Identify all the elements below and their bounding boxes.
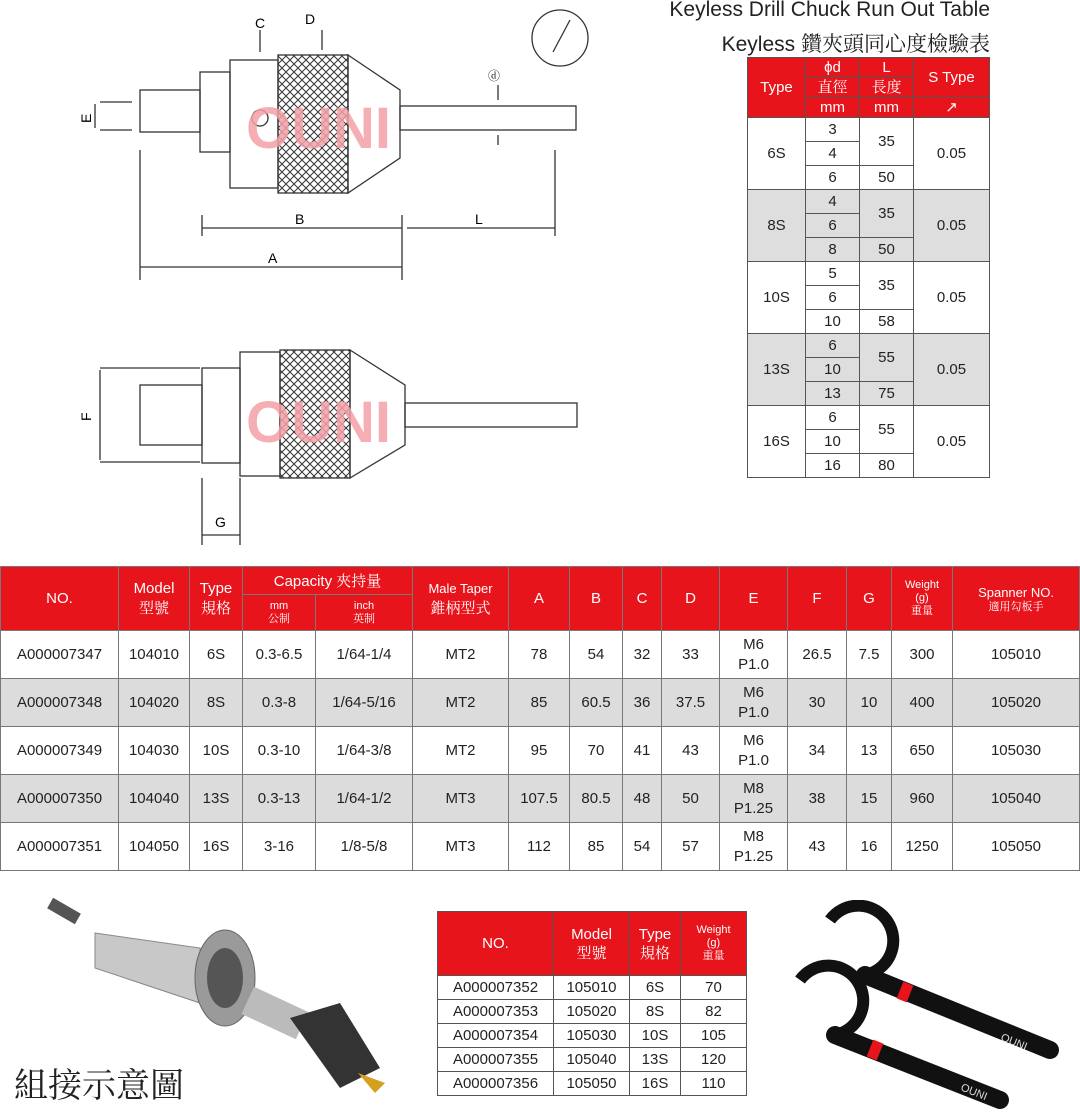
label-c: C bbox=[255, 15, 266, 31]
chuck-drawing bbox=[70, 0, 590, 545]
runout-row bbox=[748, 262, 990, 286]
runout-d: 6 bbox=[806, 406, 860, 430]
spanner-cell-type: 13S bbox=[630, 1048, 681, 1072]
main-header-mm: mm 公制 bbox=[243, 595, 316, 631]
runout-s: 0.05 bbox=[914, 190, 990, 262]
cell-taper: MT2 bbox=[413, 727, 509, 775]
runout-l: 55 bbox=[860, 334, 914, 382]
runout-d: 10 bbox=[806, 310, 860, 334]
main-header-type: Type 規格 bbox=[190, 567, 243, 631]
spanner-cell-no: A000007353 bbox=[438, 1000, 554, 1024]
main-header-c: C bbox=[623, 567, 662, 631]
runout-d: 10 bbox=[806, 430, 860, 454]
main-header-a: A bbox=[509, 567, 570, 631]
spanner-brand-1: OUNI bbox=[998, 1031, 1029, 1054]
cell-sp: 105010 bbox=[953, 631, 1080, 679]
runout-type: 10S bbox=[748, 262, 806, 334]
assembly-caption: 組接示意圖 bbox=[14, 1067, 184, 1105]
label-d: D bbox=[305, 11, 316, 27]
main-header-taper: Male Taper 錐柄型式 bbox=[413, 567, 509, 631]
cell-c: 54 bbox=[623, 823, 662, 871]
cell-e: M6 P1.0 bbox=[720, 727, 788, 775]
runout-l: 55 bbox=[860, 406, 914, 454]
cell-e: M8 P1.25 bbox=[720, 823, 788, 871]
spanner-cell-type: 8S bbox=[630, 1000, 681, 1024]
cell-f: 26.5 bbox=[788, 631, 847, 679]
cell-model: 104020 bbox=[119, 679, 190, 727]
cell-b: 54 bbox=[570, 631, 623, 679]
runout-header-stype-sym: ↗ bbox=[914, 98, 990, 118]
cell-d: 37.5 bbox=[662, 679, 720, 727]
table-row bbox=[1, 775, 1080, 823]
spanner-row bbox=[438, 1000, 747, 1024]
cell-inch: 1/64-1/2 bbox=[316, 775, 413, 823]
cell-mm: 0.3-8 bbox=[243, 679, 316, 727]
spanner-header-model: Model 型號 bbox=[554, 912, 630, 976]
main-header-model: Model 型號 bbox=[119, 567, 190, 631]
spanner-cell-w: 120 bbox=[681, 1048, 747, 1072]
spanner-row bbox=[438, 1048, 747, 1072]
spanner-row bbox=[438, 976, 747, 1000]
cell-mm: 0.3-6.5 bbox=[243, 631, 316, 679]
label-f: F bbox=[78, 412, 94, 421]
runout-row bbox=[748, 118, 990, 142]
title-zh: Keyless 鑽夾頭同心度檢驗表 bbox=[721, 33, 990, 56]
runout-s: 0.05 bbox=[914, 262, 990, 334]
label-g: G bbox=[215, 514, 226, 530]
cell-w: 400 bbox=[892, 679, 953, 727]
spanner-cell-model: 105010 bbox=[554, 976, 630, 1000]
cell-sp: 105030 bbox=[953, 727, 1080, 775]
cell-no: A000007350 bbox=[1, 775, 119, 823]
runout-d: 10 bbox=[806, 358, 860, 382]
runout-row bbox=[748, 334, 990, 358]
cell-g: 10 bbox=[847, 679, 892, 727]
spanner-cell-w: 110 bbox=[681, 1072, 747, 1096]
cell-mm: 3-16 bbox=[243, 823, 316, 871]
runout-d: 6 bbox=[806, 166, 860, 190]
cell-model: 104010 bbox=[119, 631, 190, 679]
spanner-cell-w: 82 bbox=[681, 1000, 747, 1024]
spanner-cell-model: 105030 bbox=[554, 1024, 630, 1048]
runout-s: 0.05 bbox=[914, 118, 990, 190]
runout-header-stype: S Type bbox=[914, 58, 990, 98]
runout-type: 16S bbox=[748, 406, 806, 478]
spanner-cell-w: 70 bbox=[681, 976, 747, 1000]
table-row bbox=[1, 679, 1080, 727]
main-spec-table bbox=[0, 566, 1080, 871]
label-b: B bbox=[295, 211, 305, 227]
runout-header-l-unit: mm bbox=[860, 98, 914, 118]
spanner-row bbox=[438, 1024, 747, 1048]
runout-d: 8 bbox=[806, 238, 860, 262]
main-header-e: E bbox=[720, 567, 788, 631]
cell-e: M6 P1.0 bbox=[720, 679, 788, 727]
cell-g: 13 bbox=[847, 727, 892, 775]
spanner-illustration bbox=[770, 900, 1070, 1110]
cell-inch: 1/64-5/16 bbox=[316, 679, 413, 727]
cell-no: A000007349 bbox=[1, 727, 119, 775]
cell-taper: MT2 bbox=[413, 631, 509, 679]
runout-header-d-sym: ϕd bbox=[806, 58, 860, 78]
cell-a: 85 bbox=[509, 679, 570, 727]
label-e: E bbox=[78, 113, 94, 123]
spanner-header-no: NO. bbox=[438, 912, 554, 976]
table-row bbox=[1, 631, 1080, 679]
runout-l: 58 bbox=[860, 310, 914, 334]
cell-a: 107.5 bbox=[509, 775, 570, 823]
runout-d: 4 bbox=[806, 142, 860, 166]
runout-l: 75 bbox=[860, 382, 914, 406]
runout-l: 50 bbox=[860, 166, 914, 190]
runout-d: 6 bbox=[806, 286, 860, 310]
runout-header-d-zh: 直徑 bbox=[806, 78, 860, 98]
cell-d: 57 bbox=[662, 823, 720, 871]
spanner-cell-model: 105050 bbox=[554, 1072, 630, 1096]
main-header-spanner: Spanner NO. 適用勾板手 bbox=[953, 567, 1080, 631]
runout-d: 5 bbox=[806, 262, 860, 286]
cell-g: 7.5 bbox=[847, 631, 892, 679]
main-header-no: NO. bbox=[1, 567, 119, 631]
runout-s: 0.05 bbox=[914, 334, 990, 406]
watermark-top: OUNI bbox=[246, 96, 391, 161]
runout-type: 6S bbox=[748, 118, 806, 190]
cell-no: A000007348 bbox=[1, 679, 119, 727]
cell-b: 85 bbox=[570, 823, 623, 871]
spanner-cell-w: 105 bbox=[681, 1024, 747, 1048]
cell-f: 34 bbox=[788, 727, 847, 775]
spanner-cell-model: 105020 bbox=[554, 1000, 630, 1024]
main-header-weight: Weight (g) 重量 bbox=[892, 567, 953, 631]
runout-l: 35 bbox=[860, 118, 914, 166]
runout-row bbox=[748, 406, 990, 430]
cell-w: 300 bbox=[892, 631, 953, 679]
cell-inch: 1/64-1/4 bbox=[316, 631, 413, 679]
runout-d: 13 bbox=[806, 382, 860, 406]
cell-type: 6S bbox=[190, 631, 243, 679]
runout-header-l-sym: L bbox=[860, 58, 914, 78]
cell-e: M8 P1.25 bbox=[720, 775, 788, 823]
runout-row bbox=[748, 190, 990, 214]
main-header-capacity: Capacity 夾持量 bbox=[243, 567, 413, 595]
spanner-cell-no: A000007354 bbox=[438, 1024, 554, 1048]
cell-w: 650 bbox=[892, 727, 953, 775]
cell-sp: 105020 bbox=[953, 679, 1080, 727]
main-header-b: B bbox=[570, 567, 623, 631]
cell-c: 32 bbox=[623, 631, 662, 679]
spanner-row bbox=[438, 1072, 747, 1096]
spanner-cell-model: 105040 bbox=[554, 1048, 630, 1072]
runout-d: 4 bbox=[806, 190, 860, 214]
runout-type: 8S bbox=[748, 190, 806, 262]
cell-type: 10S bbox=[190, 727, 243, 775]
cell-b: 60.5 bbox=[570, 679, 623, 727]
spanner-cell-no: A000007352 bbox=[438, 976, 554, 1000]
runout-l: 35 bbox=[860, 262, 914, 310]
label-l: L bbox=[475, 211, 483, 227]
spanner-cell-type: 16S bbox=[630, 1072, 681, 1096]
label-a: A bbox=[268, 250, 278, 266]
main-header-g: G bbox=[847, 567, 892, 631]
watermark-bottom: OUNI bbox=[246, 390, 391, 455]
cell-a: 78 bbox=[509, 631, 570, 679]
runout-d: 6 bbox=[806, 334, 860, 358]
cell-inch: 1/8-5/8 bbox=[316, 823, 413, 871]
runout-type: 13S bbox=[748, 334, 806, 406]
table-row bbox=[1, 727, 1080, 775]
spanner-cell-no: A000007356 bbox=[438, 1072, 554, 1096]
spanner-cell-no: A000007355 bbox=[438, 1048, 554, 1072]
spanner-header-type: Type 規格 bbox=[630, 912, 681, 976]
cell-g: 15 bbox=[847, 775, 892, 823]
cell-mm: 0.3-13 bbox=[243, 775, 316, 823]
cell-taper: MT2 bbox=[413, 679, 509, 727]
cell-model: 104050 bbox=[119, 823, 190, 871]
main-header-d: D bbox=[662, 567, 720, 631]
cell-d: 50 bbox=[662, 775, 720, 823]
runout-s: 0.05 bbox=[914, 406, 990, 478]
cell-taper: MT3 bbox=[413, 823, 509, 871]
cell-model: 104040 bbox=[119, 775, 190, 823]
table-row bbox=[1, 823, 1080, 871]
cell-no: A000007351 bbox=[1, 823, 119, 871]
cell-b: 80.5 bbox=[570, 775, 623, 823]
cell-d: 43 bbox=[662, 727, 720, 775]
runout-d: 3 bbox=[806, 118, 860, 142]
cell-d: 33 bbox=[662, 631, 720, 679]
cell-e: M6 P1.0 bbox=[720, 631, 788, 679]
runout-header-d-unit: mm bbox=[806, 98, 860, 118]
runout-d: 16 bbox=[806, 454, 860, 478]
spanner-brand-2: OUNI bbox=[958, 1081, 989, 1104]
runout-table bbox=[747, 57, 990, 478]
cell-no: A000007347 bbox=[1, 631, 119, 679]
cell-a: 95 bbox=[509, 727, 570, 775]
cell-f: 38 bbox=[788, 775, 847, 823]
runout-d: 6 bbox=[806, 214, 860, 238]
cell-w: 960 bbox=[892, 775, 953, 823]
runout-l: 80 bbox=[860, 454, 914, 478]
cell-f: 43 bbox=[788, 823, 847, 871]
cell-f: 30 bbox=[788, 679, 847, 727]
runout-header-l-zh: 長度 bbox=[860, 78, 914, 98]
cell-c: 41 bbox=[623, 727, 662, 775]
cell-type: 16S bbox=[190, 823, 243, 871]
cell-inch: 1/64-3/8 bbox=[316, 727, 413, 775]
runout-l: 50 bbox=[860, 238, 914, 262]
cell-c: 48 bbox=[623, 775, 662, 823]
main-header-f: F bbox=[788, 567, 847, 631]
title-en: Keyless Drill Chuck Run Out Table bbox=[669, 0, 990, 21]
cell-b: 70 bbox=[570, 727, 623, 775]
spanner-cell-type: 10S bbox=[630, 1024, 681, 1048]
cell-type: 13S bbox=[190, 775, 243, 823]
spanner-header-weight: Weight (g) 重量 bbox=[681, 912, 747, 976]
cell-taper: MT3 bbox=[413, 775, 509, 823]
main-header-inch: inch 英制 bbox=[316, 595, 413, 631]
cell-sp: 105050 bbox=[953, 823, 1080, 871]
cell-a: 112 bbox=[509, 823, 570, 871]
cell-w: 1250 bbox=[892, 823, 953, 871]
cell-c: 36 bbox=[623, 679, 662, 727]
runout-l: 35 bbox=[860, 190, 914, 238]
spanner-cell-type: 6S bbox=[630, 976, 681, 1000]
cell-mm: 0.3-10 bbox=[243, 727, 316, 775]
cell-g: 16 bbox=[847, 823, 892, 871]
cell-type: 8S bbox=[190, 679, 243, 727]
label-d-circle: ⓓ bbox=[488, 69, 501, 83]
cell-model: 104030 bbox=[119, 727, 190, 775]
cell-sp: 105040 bbox=[953, 775, 1080, 823]
spanner-table bbox=[437, 911, 747, 1096]
runout-header-type: Type bbox=[748, 58, 806, 118]
